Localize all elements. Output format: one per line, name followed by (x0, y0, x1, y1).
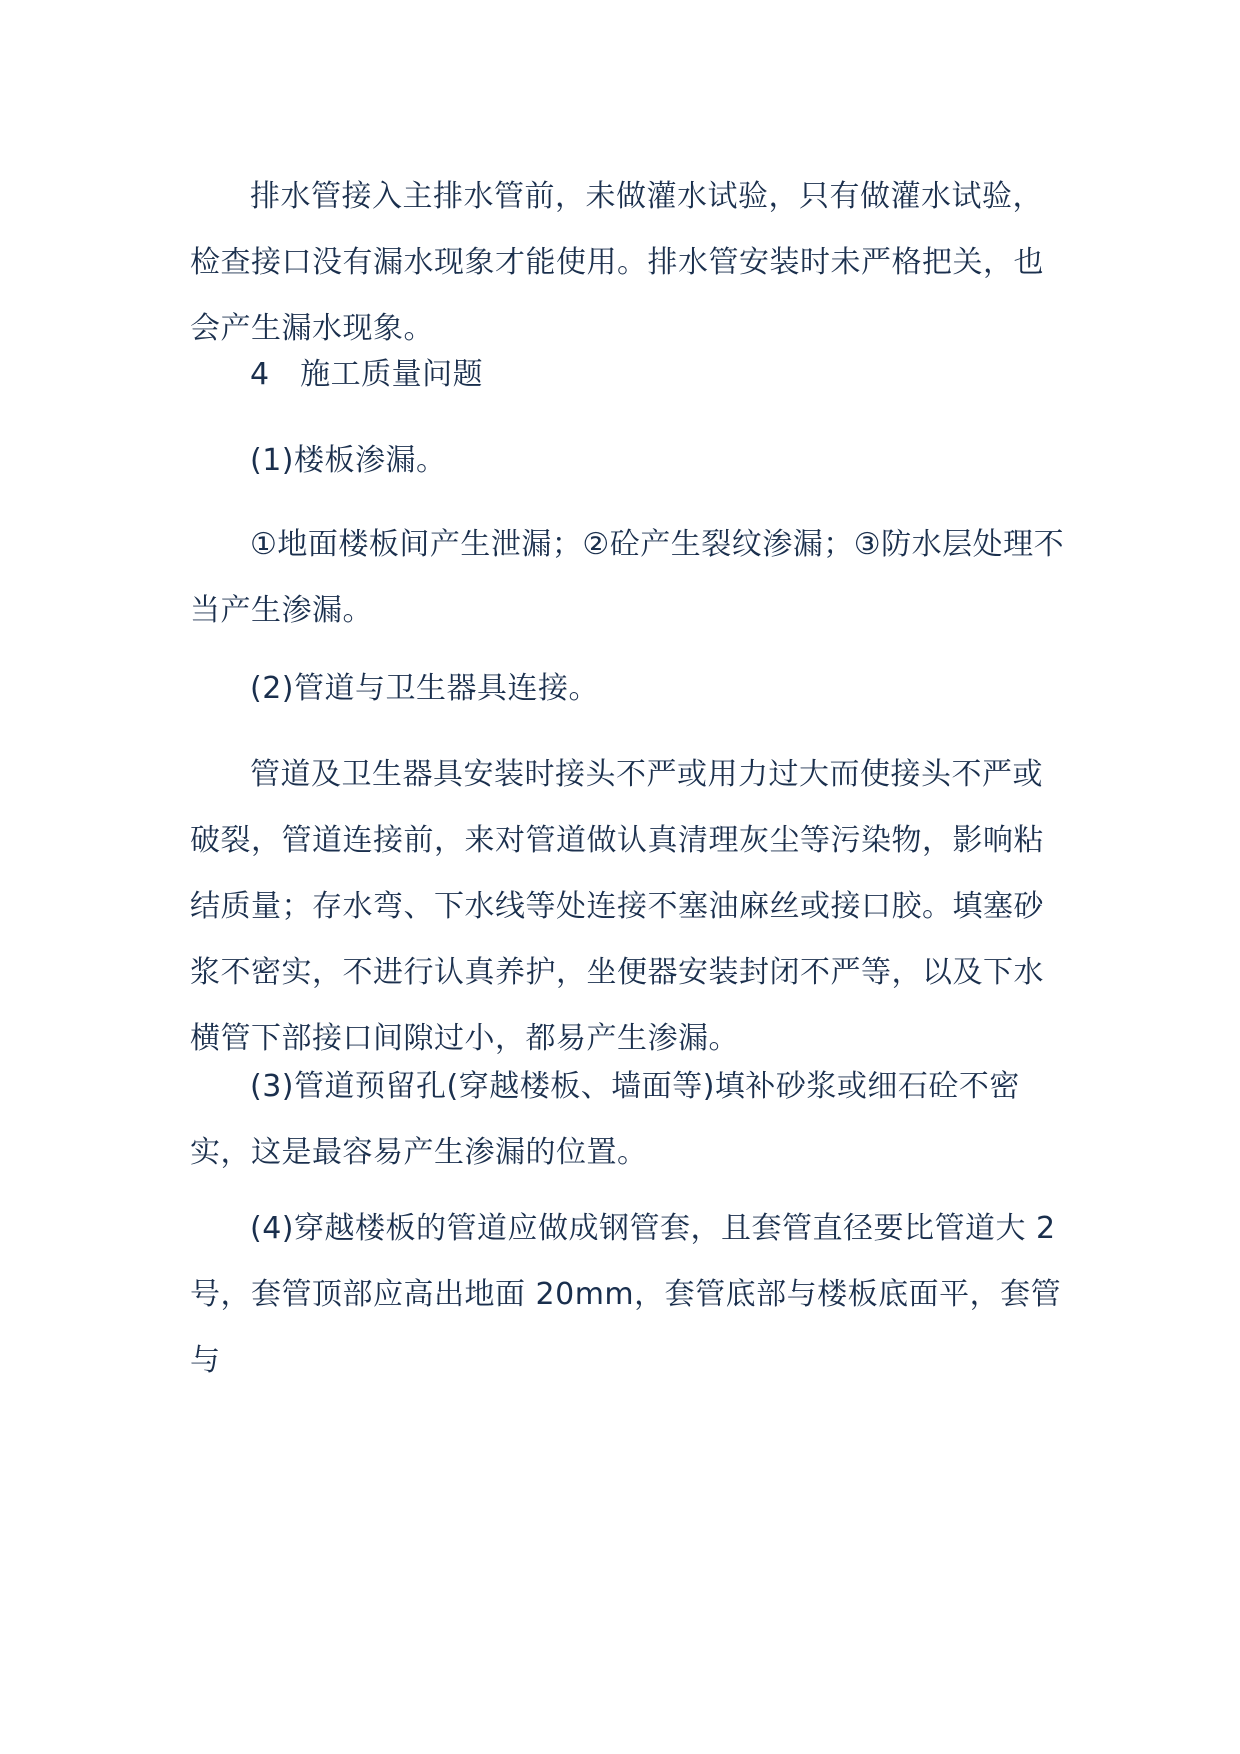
item-heading-floor-leak: (1)楼板渗漏。 (250, 443, 447, 478)
paragraph-pipe-fixture-details: 管道及卫生器具安装时接头不严或用力过大而使接头不严或破裂，管道连接前，来对管道做认真清理灰尘等污染物，影响粘结质量；存水弯、下水线等处连接不塞油麻丝或接口胶。填塞砂浆不密实，不进行认真养护，坐便器安装封闭不严等，以及下水横管下部接口间隙过小，都易产生渗漏。 (190, 757, 1044, 1056)
paragraph-floor-leak-causes: ①地面楼板间产生泄漏；②砼产生裂纹渗漏；③防水层处理不当产生渗漏。 (190, 527, 1065, 628)
paragraph-drain-test: 排水管接入主排水管前，未做灌水试验，只有做灌水试验，检查接口没有漏水现象才能使用。排水管安装时未严格把关，也会产生漏水现象。 (190, 179, 1044, 346)
paragraph-reserved-holes: (3)管道预留孔(穿越楼板、墙面等)填补砂浆或细石砼不密实，这是最容易产生渗漏的位置。 (190, 1069, 1020, 1170)
paragraph-steel-sleeve: (4)穿越楼板的管道应做成钢管套，且套管直径要比管道大 2 号，套管顶部应高出地面 20mm，套管底部与楼板底面平，套管与 (190, 1211, 1062, 1378)
item-heading-pipe-fixture-connection: (2)管道与卫生器具连接。 (250, 671, 599, 706)
section-heading-construction-quality: 4 施工质量问题 (250, 357, 484, 392)
